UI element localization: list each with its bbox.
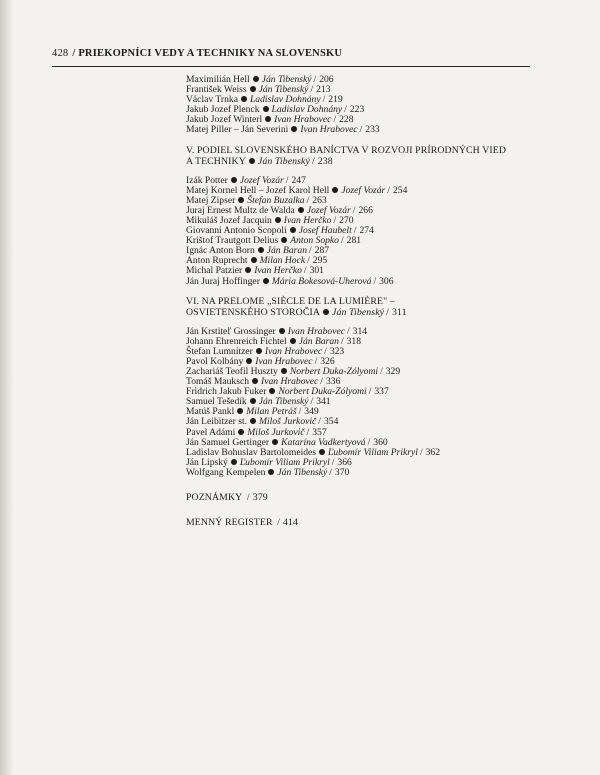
entry-page: 329 (385, 365, 401, 377)
entry-page: 323 (329, 345, 345, 357)
bullet-icon (281, 237, 287, 243)
toc-section-v (186, 145, 506, 287)
entry-author: Ján Baran (298, 335, 339, 347)
entry-author: Ivan Herčko (283, 214, 332, 226)
entry-page: 263 (312, 194, 327, 206)
entry-name: Ladislav Bohuslav Bartolomeides (186, 446, 317, 458)
entry-name: Matej Piller – Ján Severini (186, 124, 289, 136)
entry-page: 341 (316, 396, 331, 408)
entry-name: Fridrich Jakub Fuker (186, 386, 267, 398)
bullet-icon (332, 187, 338, 193)
slash-separator: / (368, 386, 372, 398)
section-author: Ján Tibenský (257, 155, 310, 167)
bullet-icon (251, 257, 257, 263)
page-number: 428 (52, 48, 69, 59)
entry-page: 370 (334, 466, 350, 478)
slash-separator: / (306, 194, 310, 206)
slash-separator: / (298, 406, 302, 418)
entry-author: Ivan Hrabovec (287, 325, 345, 337)
backmatter-label: MENNÝ REGISTER (186, 517, 273, 528)
entry-name: Ján Lipský (186, 456, 228, 468)
slash-separator: / (387, 184, 390, 196)
toc-content (186, 75, 506, 528)
backmatter-entry (186, 492, 506, 503)
bullet-icon (281, 368, 287, 374)
entry-name: Matúš Pankl (186, 406, 235, 418)
entry-author: Jozef Vozár (239, 174, 284, 186)
toc-backmatter-index (186, 517, 506, 528)
slash-separator: / (307, 255, 310, 267)
bullet-icon (252, 378, 258, 384)
bullet-icon (319, 449, 325, 455)
entry-author: Ján Tibenský (277, 466, 328, 478)
entry-page: 326 (320, 355, 335, 367)
bullet-icon (250, 398, 256, 404)
bullet-icon (272, 439, 278, 445)
entry-author: Mária Bokesová-Uherová (271, 275, 372, 287)
entry-page: 306 (379, 275, 394, 287)
section-heading-line1: V. PODIEL SLOVENSKÉHO BANÍCTVA V ROZVOJI PRÍRODNÝCH VIED (186, 144, 507, 156)
bullet-icon (323, 309, 329, 315)
slash-separator: / (386, 306, 389, 318)
entry-author: Milan Hock (259, 255, 306, 267)
entry-author: Katarína Vadkertyová (281, 436, 366, 448)
header-separator: / (72, 48, 76, 59)
entry-author: Milan Petráš (246, 406, 297, 418)
bullet-icon (256, 348, 262, 354)
entry-page: 301 (309, 265, 324, 277)
bullet-icon (245, 267, 251, 273)
bullet-icon (275, 217, 281, 223)
backmatter-label: POZNÁMKY (186, 492, 243, 503)
entry-name: Ján Juraj Hoffinger (186, 275, 260, 287)
entry-author: Štefan Buzalka (247, 194, 305, 206)
entry-name: Michal Patzier (186, 265, 243, 277)
entry-name: Mikuláš Jozef Jacquin (186, 214, 272, 226)
entry-name: Matej Zipser (186, 194, 236, 206)
entry-author: Ivan Herčko (254, 265, 302, 277)
page-gutter-shadow (0, 0, 14, 775)
entry-page: 314 (352, 325, 368, 337)
section-heading (186, 145, 506, 156)
slash-separator: / (310, 84, 314, 96)
entry-name: Juraj Ernest Multz de Walda (186, 204, 295, 216)
slash-separator: / (333, 214, 337, 226)
slash-separator: / (322, 94, 326, 106)
entry-author: Ivan Hrabovec (255, 355, 313, 367)
slash-separator: / (331, 456, 335, 468)
slash-separator: / (329, 466, 332, 478)
slash-separator: / (367, 436, 371, 448)
slash-separator: / (346, 325, 350, 337)
entry-author: Ladislav Dohnány (271, 104, 343, 116)
backmatter-page: 379 (252, 492, 268, 503)
entry-name: Jakub Jozef Winterl (186, 114, 263, 126)
entry-name: Matej Kornel Hell – Jozef Karol Hell (186, 184, 330, 196)
entry-author: Ivan Hrabovec (274, 114, 332, 126)
slash-separator: / (340, 335, 344, 347)
entry-page: 219 (328, 94, 343, 106)
bullet-icon (231, 459, 237, 465)
slash-separator: / (373, 275, 377, 287)
section-author: Ján Tibenský (332, 306, 385, 318)
entry-author: Jozef Vozár (341, 184, 386, 196)
toc-backmatter-notes (186, 492, 506, 503)
toc-entry (186, 277, 506, 287)
slash-separator: / (310, 396, 314, 408)
slash-separator: / (359, 124, 363, 136)
slash-separator: / (344, 104, 347, 116)
toc-entry (186, 125, 506, 135)
entry-name: Izák Potter (186, 174, 228, 186)
bullet-icon (231, 177, 237, 183)
bullet-icon (246, 358, 252, 364)
entry-name: Ignác Anton Born (186, 245, 255, 257)
running-header (52, 48, 342, 59)
slash-separator: / (306, 426, 310, 438)
entry-list (186, 176, 506, 287)
entry-name: Zachariáš Teofil Huszty (186, 365, 278, 377)
entry-name: Wolfgang Kempelen (186, 466, 266, 478)
section-heading-line2: OSVIETENSKÉHO STOROČIA (186, 306, 321, 318)
bullet-icon (253, 76, 259, 82)
bullet-icon (298, 207, 304, 213)
entry-author: Anton Sopko (290, 235, 339, 247)
slash-separator: / (309, 245, 312, 257)
toc-entry (186, 468, 506, 478)
section-heading-continued (186, 307, 506, 318)
entry-page: 228 (339, 114, 354, 126)
entry-page: 337 (374, 386, 389, 398)
bullet-icon (241, 96, 247, 102)
entry-name: Maximilián Hell (186, 74, 250, 85)
entry-author: Ľubomír Viliam Prikryl (239, 456, 330, 468)
entry-page: 287 (314, 245, 330, 257)
entry-page: 266 (358, 204, 373, 216)
entry-author: Miloš Jurkovič (259, 416, 317, 428)
entry-author: Ján Tibenský (258, 84, 309, 96)
slash-separator: / (320, 376, 323, 388)
entry-name: Anton Ruprecht (186, 255, 248, 267)
entry-name: Pavol Kolbány (186, 355, 244, 367)
entry-page: 206 (319, 74, 334, 85)
bullet-icon (279, 328, 285, 334)
bullet-icon (291, 126, 297, 132)
slash-separator: / (274, 517, 280, 528)
entry-page: 247 (291, 174, 306, 186)
slash-separator: / (314, 355, 318, 367)
bullet-icon (268, 469, 274, 475)
entry-name: Pavel Adámi (186, 426, 236, 438)
slash-separator: / (340, 235, 344, 247)
section-page: 238 (317, 155, 333, 167)
bullet-icon (238, 429, 244, 435)
bullet-icon (238, 197, 244, 203)
entry-page: 362 (425, 446, 440, 458)
entry-name: Samuel Tešedík (186, 396, 247, 408)
backmatter-page: 414 (282, 517, 298, 528)
bullet-icon (290, 227, 296, 233)
entry-name: Ján Leibitzer st. (186, 416, 248, 428)
bullet-icon (263, 278, 269, 284)
bullet-icon (258, 247, 264, 253)
section-heading (186, 296, 506, 307)
entry-name: Ján Samuel Gertinger (186, 436, 270, 448)
entry-page: 213 (316, 84, 331, 96)
entry-name: Giovanni Antonio Scopoli (186, 225, 287, 237)
entry-page: 223 (349, 104, 365, 116)
header-title: PRIEKOPNÍCI VEDY A TECHNIKY NA SLOVENSKU (78, 48, 343, 59)
slash-separator: / (324, 345, 327, 357)
slash-separator: / (353, 225, 357, 237)
entry-page: 281 (346, 235, 362, 247)
entry-page: 336 (325, 376, 341, 388)
backmatter-entry (186, 517, 506, 528)
entry-page: 270 (339, 214, 354, 226)
entry-author: Josef Haubelt (298, 225, 352, 237)
section-heading-line1: VI. NA PRELOME „SIÈCLE DE LA LUMIÈRE" – (186, 295, 395, 307)
entry-name: Jakub Jozef Plenck (186, 104, 260, 116)
slash-separator: / (303, 265, 307, 277)
bullet-icon (290, 338, 296, 344)
bullet-icon (249, 158, 255, 164)
bullet-icon (237, 408, 243, 414)
entry-page: 349 (304, 406, 319, 418)
slash-separator: / (352, 204, 356, 216)
entry-page: 274 (359, 225, 374, 237)
entry-author: Ján Tibenský (258, 396, 309, 408)
bullet-icon (265, 116, 271, 122)
entry-name: Štefan Lumnitzer (186, 345, 253, 357)
entry-page: 366 (337, 456, 352, 468)
entry-name: Tomáš Mauksch (186, 376, 250, 388)
section-heading-continued (186, 156, 506, 167)
entry-author: Ivan Hrabovec (261, 376, 319, 388)
toc-section-continued (186, 75, 506, 136)
bullet-icon (250, 418, 256, 424)
entry-page: 295 (312, 255, 328, 267)
entry-page: 354 (323, 416, 339, 428)
entry-author: Ján Baran (266, 245, 307, 257)
entry-author: Norbert Duka-Zólyomi (289, 365, 379, 377)
toc-section-vi (186, 296, 506, 478)
slash-separator: / (285, 174, 289, 186)
slash-separator: / (419, 446, 423, 458)
entry-name: Krištof Trautgott Delius (186, 235, 279, 247)
entry-name: Václav Trnka (186, 94, 238, 106)
bullet-icon (263, 106, 269, 112)
entry-author: Jozef Vozár (306, 204, 351, 216)
entry-name: Ján Krstiteľ Grossinger (186, 325, 276, 337)
entry-author: Miloš Jurkovič (247, 426, 305, 438)
entry-author: Ivan Hrabovec (300, 124, 358, 136)
entry-author: Ladislav Dohnány (249, 94, 321, 106)
bullet-icon (269, 388, 275, 394)
section-page: 311 (391, 306, 407, 318)
entry-page: 357 (312, 426, 327, 438)
entry-author: Ivan Hrabovec (264, 345, 323, 357)
entry-name: Johann Ehrenreich Fichtel (186, 335, 287, 347)
slash-separator: / (318, 416, 321, 428)
entry-page: 254 (392, 184, 408, 196)
header-rule (52, 66, 530, 67)
bullet-icon (250, 86, 256, 92)
slash-separator: / (380, 365, 383, 377)
entry-author: Ľubomír Viliam Prikryl (328, 446, 418, 458)
entry-list (186, 327, 506, 478)
entry-page: 360 (373, 436, 388, 448)
entry-page: 233 (365, 124, 380, 136)
slash-separator: / (244, 492, 250, 503)
entry-author: Ján Tibenský (261, 74, 312, 85)
entry-page: 318 (346, 335, 362, 347)
entry-author: Norbert Duka-Zólyomi (278, 386, 367, 398)
slash-separator: / (311, 155, 315, 167)
entry-name: František Weiss (186, 84, 247, 96)
slash-separator: / (313, 74, 317, 85)
slash-separator: / (333, 114, 337, 126)
section-heading-line2: A TECHNIKY (186, 155, 246, 167)
